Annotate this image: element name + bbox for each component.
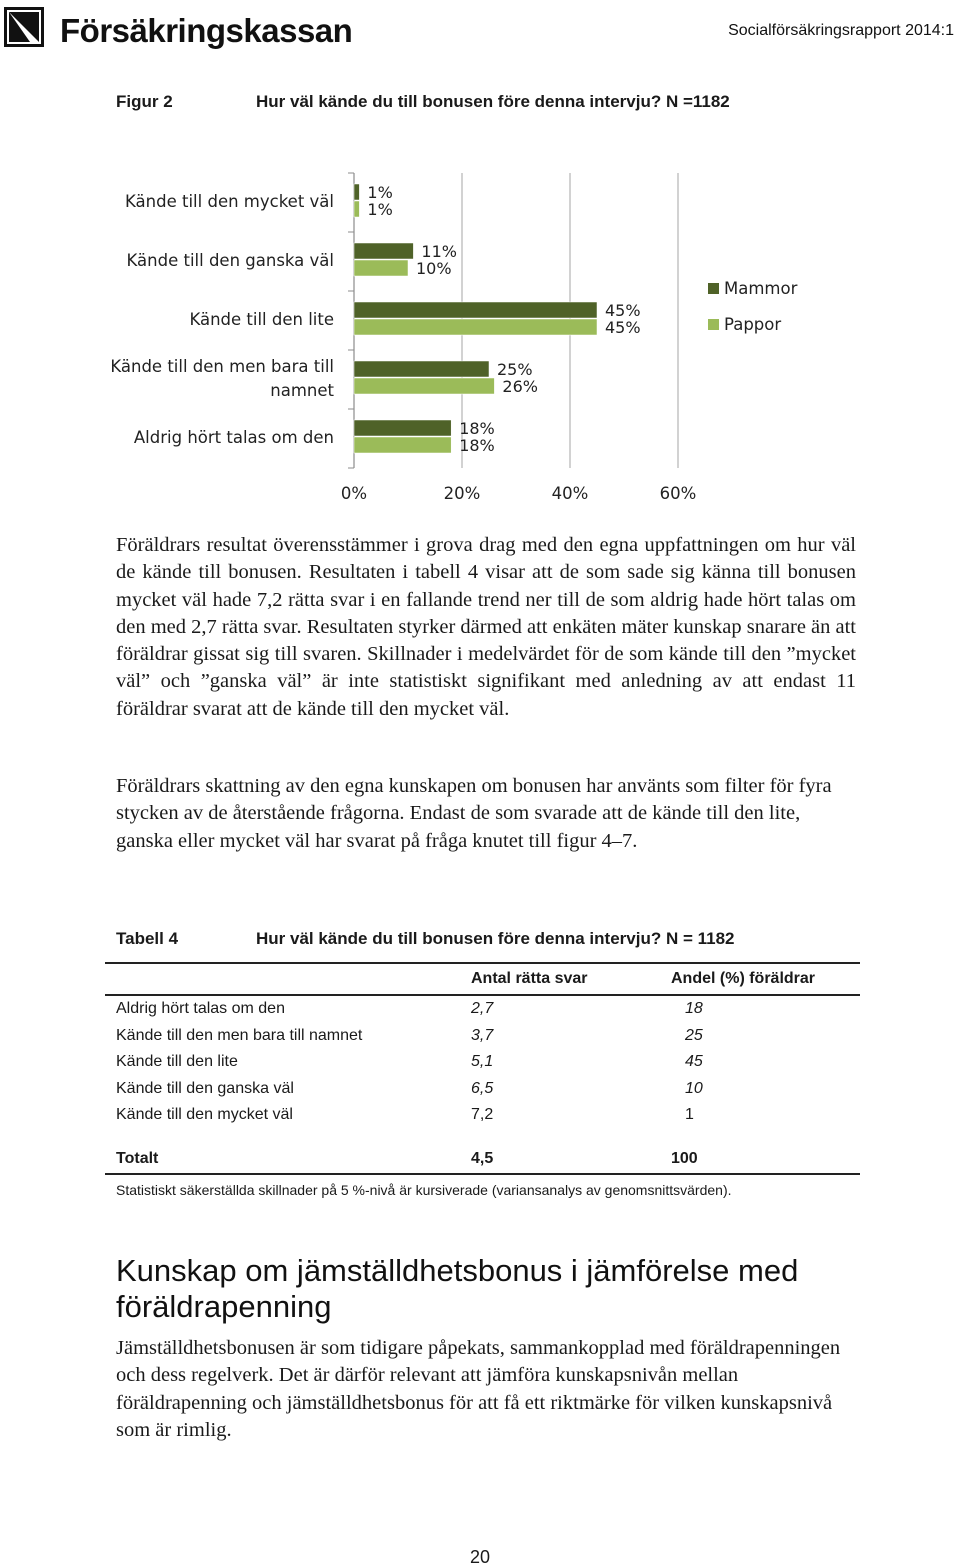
- bar-value-label: 18%: [459, 436, 495, 455]
- total-score: 4,5: [471, 1145, 671, 1174]
- bar-value-label: 45%: [605, 301, 641, 320]
- bar-mammor: [354, 420, 451, 436]
- bar-mammor: [354, 243, 413, 259]
- bar-mammor: [354, 361, 489, 377]
- row-share: 25: [685, 1026, 703, 1044]
- total-share: 100: [671, 1145, 860, 1174]
- section-heading: Kunskap om jämställdhetsbonus i jämförelse med föräldrapenning: [116, 1253, 799, 1324]
- row-label: Kände till den lite: [116, 1053, 238, 1071]
- row-score: 3,7: [471, 1026, 494, 1044]
- total-label: Totalt: [105, 1145, 471, 1174]
- table-total-row: [105, 1145, 860, 1174]
- table-row: [105, 1049, 860, 1076]
- category-label: Kände till den men bara till: [110, 357, 334, 376]
- row-score: 6,5: [471, 1079, 494, 1097]
- table-row: [105, 1102, 860, 1129]
- row-label: Kände till den men bara till namnet: [116, 1026, 363, 1044]
- bar-pappor: [354, 201, 359, 217]
- results-table: [105, 962, 860, 1175]
- x-tick-label: 20%: [443, 484, 481, 503]
- category-label: Kände till den mycket väl: [125, 192, 334, 211]
- x-tick-label: 60%: [659, 484, 697, 503]
- bar-value-label: 45%: [605, 318, 641, 337]
- paragraph-filter: Föräldrars skattning av den egna kunskapen om bonusen har använts som filter för fyra stycken av de återstående frågorna. Endast de som svarade att de kände till den lite, ganska eller mycket väl har svarat på fråga knutet till figur 4–7.: [116, 775, 832, 852]
- table-label: Tabell 4: [116, 929, 179, 948]
- category-label: Kände till den lite: [189, 310, 334, 329]
- brand-name: Försäkringskassan: [60, 12, 353, 49]
- row-label: Kände till den mycket väl: [116, 1106, 293, 1124]
- column-header-share-parents: Andel (%) föräldrar: [671, 963, 860, 995]
- row-label: Aldrig hört talas om den: [116, 1000, 285, 1018]
- paragraph-results: Föräldrars resultat överensstämmer i grova drag med den egna uppfattningen om hur väl de kände till bonusen. Resultaten i tabell 4 visar att de som sade sig känna till bonusen mycket väl hade 7,2 rätta svar i en fallande trend ner till de som aldrig hade hört talas om den med 2,7 rätta svar. Resultaten styrker därmed att enkäten mäter kunskap snarare än att föräldrar gissat sig till svaren. Skillnader i medelvärdet för de som kände till den ”mycket väl” och ”ganska väl” är inte statistiskt signifikant med anledning av att endast 11 föräldrar svarat att de kände till den mycket väl.: [116, 534, 857, 720]
- row-score: 7,2: [471, 1106, 494, 1124]
- bar-chart: [110, 165, 840, 510]
- column-header-correct-answers: Antal rätta svar: [471, 963, 671, 995]
- legend-label: Pappor: [724, 315, 782, 334]
- table-row: [105, 1023, 860, 1050]
- bar-value-label: 1%: [367, 200, 393, 219]
- table-row: [105, 1076, 860, 1103]
- table-title: Hur väl kände du till bonusen före denna intervju? N = 1182: [256, 929, 735, 948]
- column-header-category: [105, 963, 471, 995]
- x-tick-label: 0%: [340, 484, 368, 503]
- bar-pappor: [354, 437, 451, 453]
- bar-mammor: [354, 184, 359, 200]
- table-spacer: [105, 1129, 860, 1145]
- legend-label: Mammor: [724, 279, 798, 298]
- bar-pappor: [354, 378, 494, 394]
- row-label: Kände till den ganska väl: [116, 1079, 294, 1097]
- bar-value-label: 18%: [459, 419, 495, 438]
- row-share: 45: [685, 1053, 703, 1071]
- bar-value-label: 1%: [367, 183, 393, 202]
- row-share: 18: [685, 1000, 703, 1018]
- row-score: 5,1: [471, 1053, 494, 1071]
- bar-mammor: [354, 302, 597, 318]
- x-tick-label: 40%: [551, 484, 589, 503]
- bar-value-label: 26%: [502, 377, 538, 396]
- bar-pappor: [354, 319, 597, 335]
- table-note: Statistiskt säkerställda skillnader på 5 %-nivå är kursiverade (variansanalys av genomsnittsvärden).: [116, 1182, 732, 1198]
- bar-pappor: [354, 260, 408, 276]
- bar-value-label: 10%: [416, 259, 452, 278]
- bar-value-label: 25%: [497, 360, 533, 379]
- figure-title: Hur väl kände du till bonusen före denna intervju? N =1182: [256, 92, 730, 111]
- page-number: 20: [469, 1547, 491, 1567]
- row-score: 2,7: [471, 1000, 494, 1018]
- report-id: Socialförsäkringsrapport 2014:1: [728, 22, 954, 39]
- row-share: 10: [685, 1079, 703, 1097]
- row-share: 1: [685, 1106, 694, 1124]
- legend-swatch-pappor: [708, 319, 719, 330]
- category-label: namnet: [270, 381, 334, 400]
- section-paragraph: Jämställdhetsbonusen är som tidigare påpekats, sammankopplad med föräldrapenningen och dess regelverk. Det är därför relevant att jämföra kunskapsnivån mellan föräldrapenning och jämställdhetsbonus för att få ett riktmärke för vilken kunskapsnivå som är rimlig.: [116, 1337, 841, 1441]
- forsakringskassan-logo-icon: [4, 7, 44, 47]
- bar-value-label: 11%: [421, 242, 457, 261]
- category-label: Kände till den ganska väl: [126, 251, 334, 270]
- legend-swatch-mammor: [708, 283, 719, 294]
- table-header-row: [105, 963, 860, 995]
- figure-label: Figur 2: [116, 92, 173, 111]
- table-row: [105, 995, 860, 1023]
- category-label: Aldrig hört talas om den: [133, 428, 334, 447]
